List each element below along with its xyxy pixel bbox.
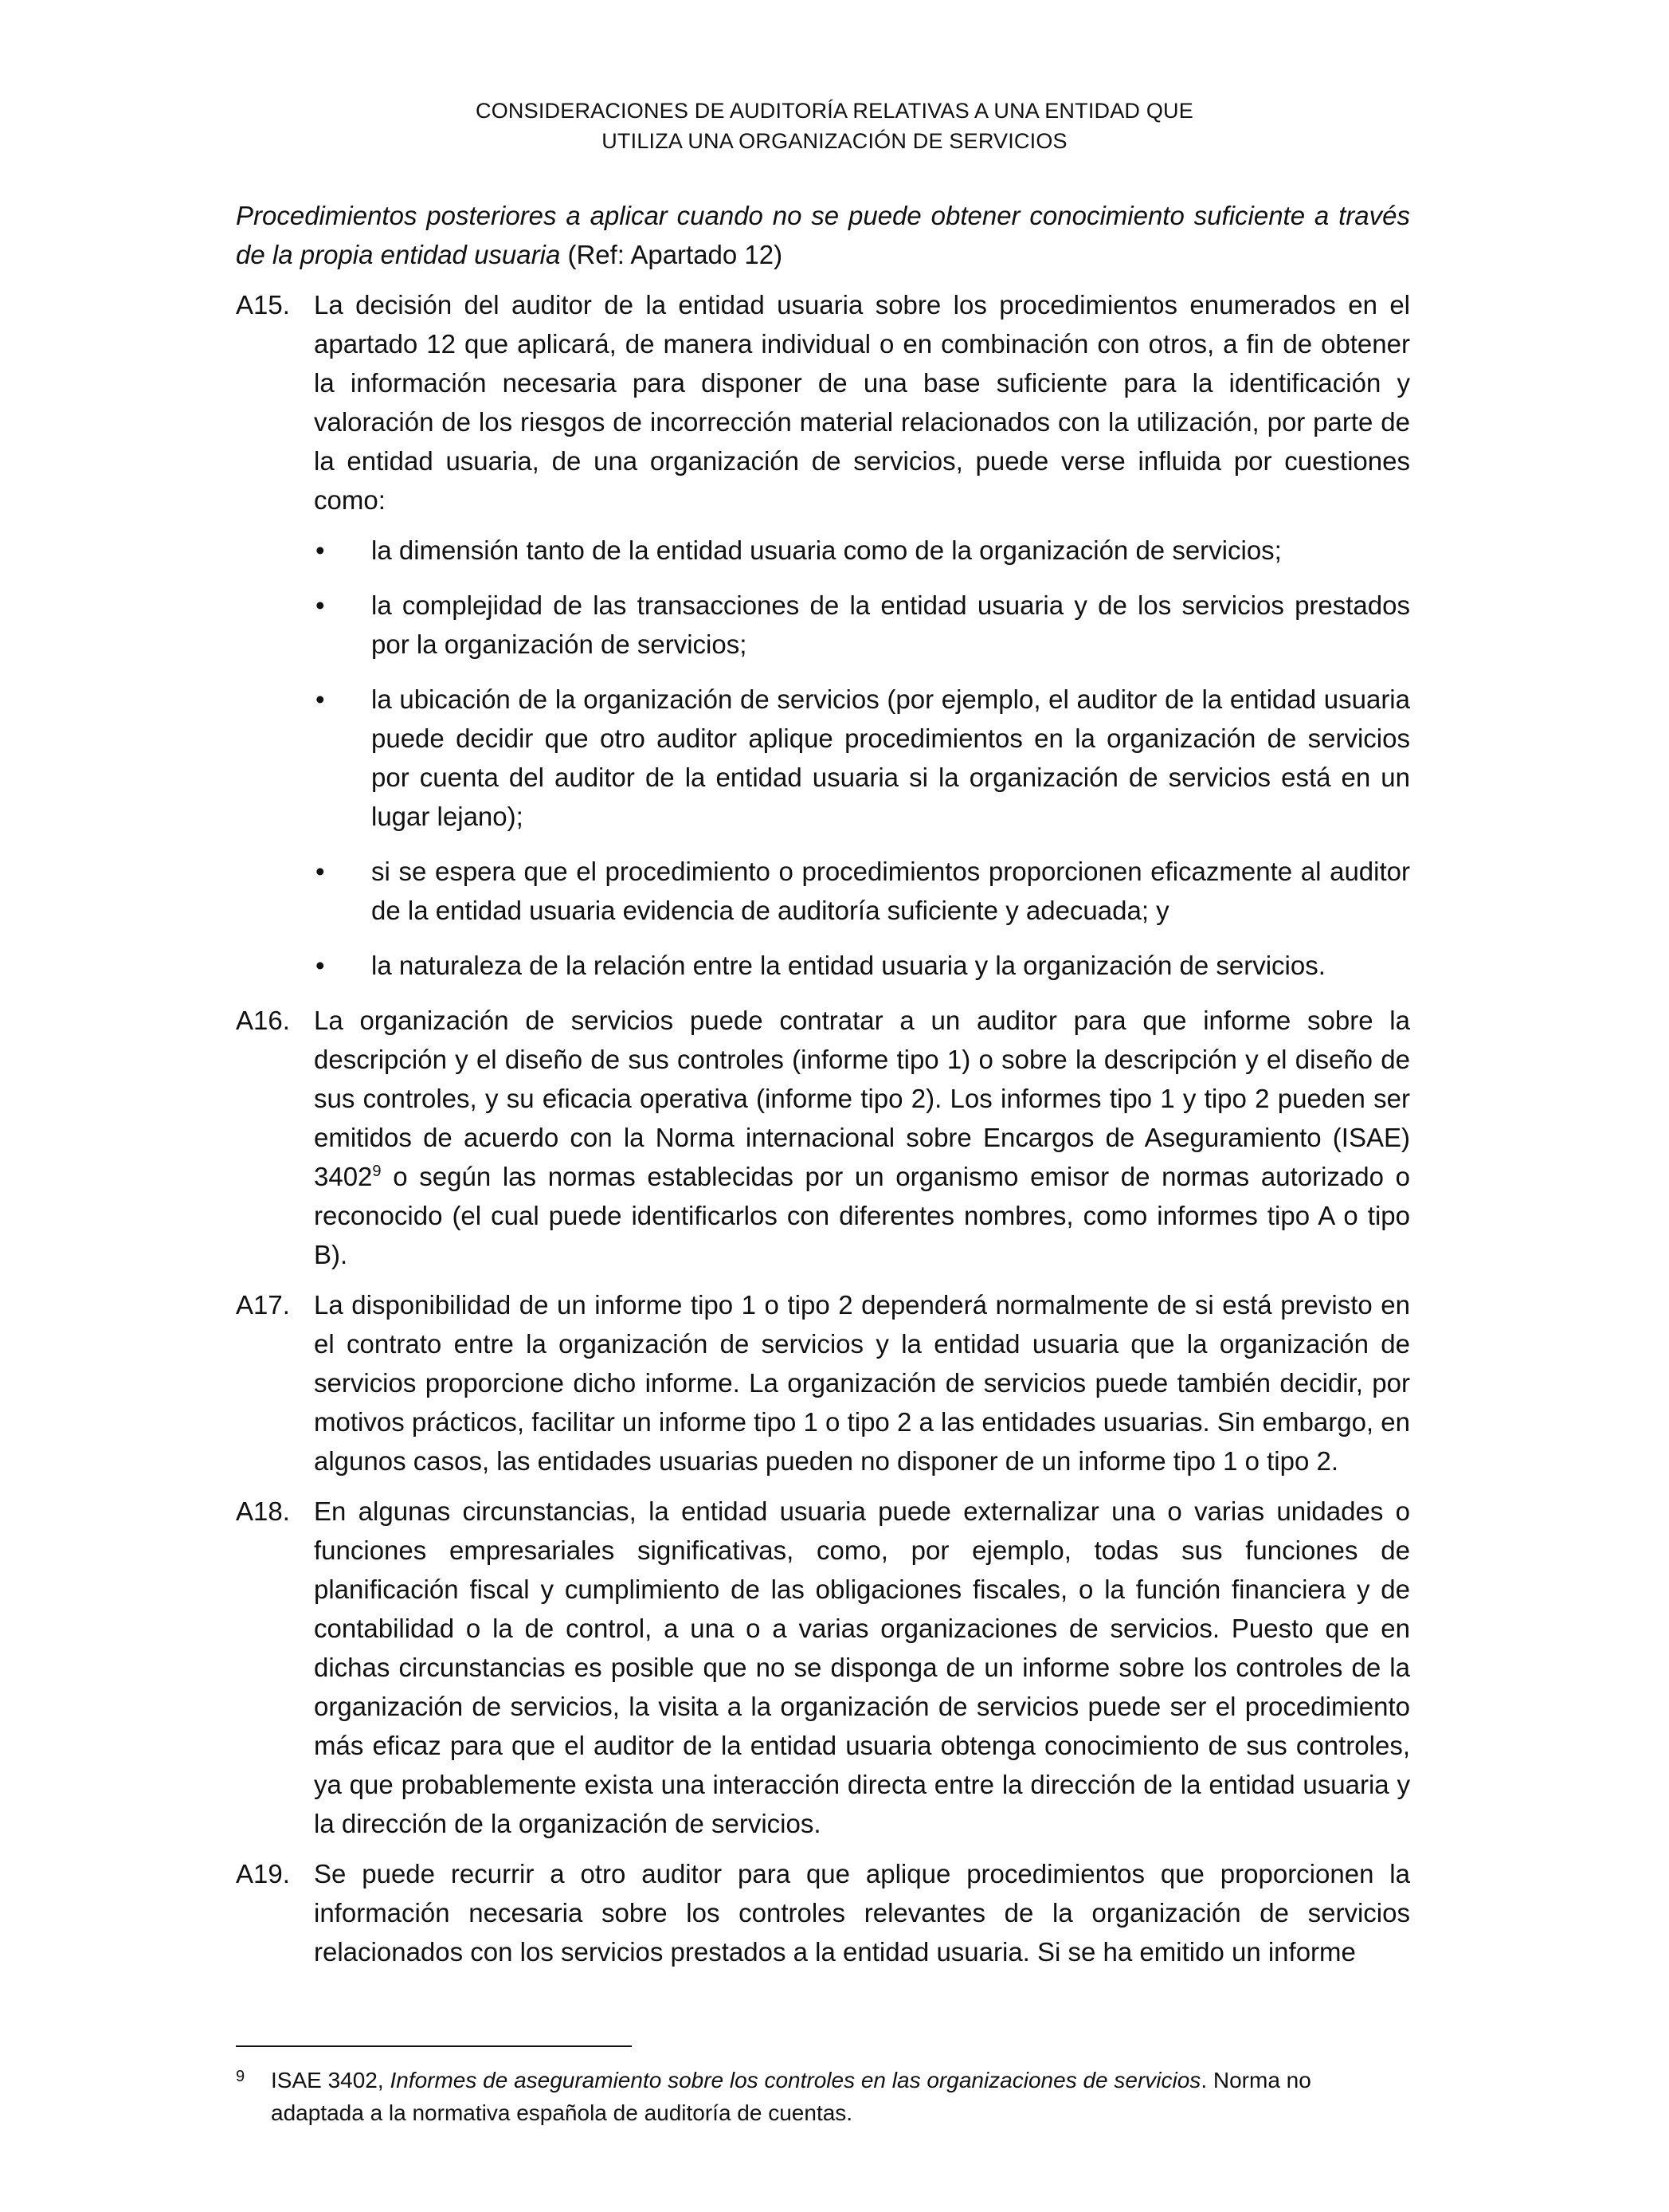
footnote-text: [236, 2064, 1410, 2129]
running-header: [0, 96, 1669, 156]
subheading-reference: (Ref: Apartado 12): [560, 240, 783, 269]
list-item: [236, 680, 1410, 836]
paragraph-number: A17.: [236, 1290, 290, 1320]
bullet-icon: •: [315, 535, 325, 565]
list-item-text: la complejidad de las transacciones de la entidad usuaria y de los servicios prestados por la organización de servicios;: [371, 590, 1410, 659]
bullet-icon: •: [315, 684, 325, 714]
header-line-1: CONSIDERACIONES DE AUDITORÍA RELATIVAS A UNA ENTIDAD QUE: [476, 99, 1193, 123]
bullet-icon: •: [315, 951, 325, 980]
paragraph-number: A19.: [236, 1859, 290, 1888]
footnote: [236, 2064, 1410, 2129]
subheading-title: Procedimientos posteriores a aplicar cuando no se puede obtener conocimiento suficiente a través de la propia entidad usuaria: [236, 201, 1410, 269]
paragraph-a18: [236, 1492, 1410, 1843]
list-item: [236, 586, 1410, 664]
document-body: [236, 196, 1410, 1983]
paragraph-text: Se puede recurrir a otro auditor para que aplique procedimientos que proporcionen la información necesaria sobre los controles relevantes de la organización de servicios relacionados con los servicios prestados a la entidad usuaria. Si se ha emitido un informe: [314, 1859, 1410, 1967]
list-item: [236, 946, 1410, 985]
paragraph-a17: [236, 1285, 1410, 1481]
paragraph-number: A15.: [236, 290, 290, 320]
paragraph-text-part: La organización de servicios puede contratar a un auditor para que informe sobre la descripción y el diseño de sus controles (informe tipo 1) o sobre la descripción y el diseño de sus controles, y su eficacia operativa (informe tipo 2). Los informes tipo 1 y tipo 2 pueden ser emitidos de acuerdo con la Norma internacional sobre Encargos de Aseguramiento (ISAE) 3402: [314, 1006, 1410, 1191]
paragraph-text: En algunas circunstancias, la entidad usuaria puede externalizar una o varias unidades o funciones empresariales significativas, como, por ejemplo, todas sus funciones de planificación fiscal y cumplimiento de las obligaciones fiscales, o la función financiera y de contabilidad o la de control, a una o a varias organizaciones de servicios. Puesto que en dichas circunstancias es posible que no se disponga de un informe sobre los controles de la organización de servicios, la visita a la organización de servicios puede ser el procedimiento más eficaz para que el auditor de la entidad usuaria obtenga conocimiento de sus controles, ya que probablemente exista una interacción directa entre la dirección de la entidad usuaria y la dirección de la organización de servicios.: [314, 1496, 1410, 1838]
paragraph-text: [314, 1001, 1410, 1274]
paragraph-text-part: o según las normas establecidas por un organismo emisor de normas autorizado o reconocido (el cual puede identificarlos con diferentes nombres, como informes tipo A o tipo B).: [314, 1162, 1410, 1269]
footnote-lead: ISAE 3402,: [271, 2068, 390, 2092]
footnote-title: Informes de aseguramiento sobre los controles en las organizaciones de servicios: [390, 2068, 1201, 2092]
footnote-tail: . Norma no adaptada a la normativa española de auditoría de cuentas.: [271, 2068, 1311, 2125]
paragraph-a15: [236, 285, 1410, 520]
footnote-reference[interactable]: 9: [372, 1163, 382, 1180]
bullet-icon: •: [315, 857, 325, 886]
bullet-icon: •: [315, 590, 325, 620]
paragraph-number: A18.: [236, 1496, 290, 1526]
paragraph-number: A16.: [236, 1006, 290, 1035]
list-item-text: la dimensión tanto de la entidad usuaria como de la organización de servicios;: [371, 535, 1282, 565]
paragraph-text: La disponibilidad de un informe tipo 1 o tipo 2 dependerá normalmente de si está previsto en el contrato entre la organización de servicios y la entidad usuaria que la organización de servicios proporcione dicho informe. La organización de servicios puede también decidir, por motivos prácticos, facilitar un informe tipo 1 o tipo 2 a las entidades usuarias. Sin embargo, en algunos casos, las entidades usuarias pueden no disponer de un informe tipo 1 o tipo 2.: [314, 1290, 1410, 1476]
paragraph-a16: [236, 1001, 1410, 1274]
list-item-text: si se espera que el procedimiento o procedimientos proporcionen eficazmente al auditor de la entidad usuaria evidencia de auditoría suficiente y adecuada; y: [371, 857, 1410, 925]
paragraph-text: La decisión del auditor de la entidad usuaria sobre los procedimientos enumerados en el apartado 12 que aplicará, de manera individual o en combinación con otros, a fin de obtener la información necesaria para disponer de una base suficiente para la identificación y valoración de los riesgos de incorrección material relacionados con la utilización, por parte de la entidad usuaria, de una organización de servicios, puede verse influida por cuestiones como:: [314, 290, 1410, 515]
list-item: [236, 852, 1410, 930]
header-line-2: UTILIZA UNA ORGANIZACIÓN DE SERVICIOS: [601, 129, 1068, 153]
list-item-text: la naturaleza de la relación entre la entidad usuaria y la organización de servicios.: [371, 951, 1326, 980]
footnote-separator: [236, 2045, 632, 2047]
paragraph-a19: [236, 1854, 1410, 1971]
section-subheading: [236, 196, 1410, 274]
list-item-text: la ubicación de la organización de servicios (por ejemplo, el auditor de la entidad usuaria puede decidir que otro auditor aplique procedimientos en la organización de servicios por cuenta del auditor de la entidad usuaria si la organización de servicios está en un lugar lejano);: [371, 684, 1410, 831]
footnote-number: 9: [236, 2068, 245, 2085]
bullet-list: [236, 531, 1410, 985]
list-item: [236, 531, 1410, 570]
